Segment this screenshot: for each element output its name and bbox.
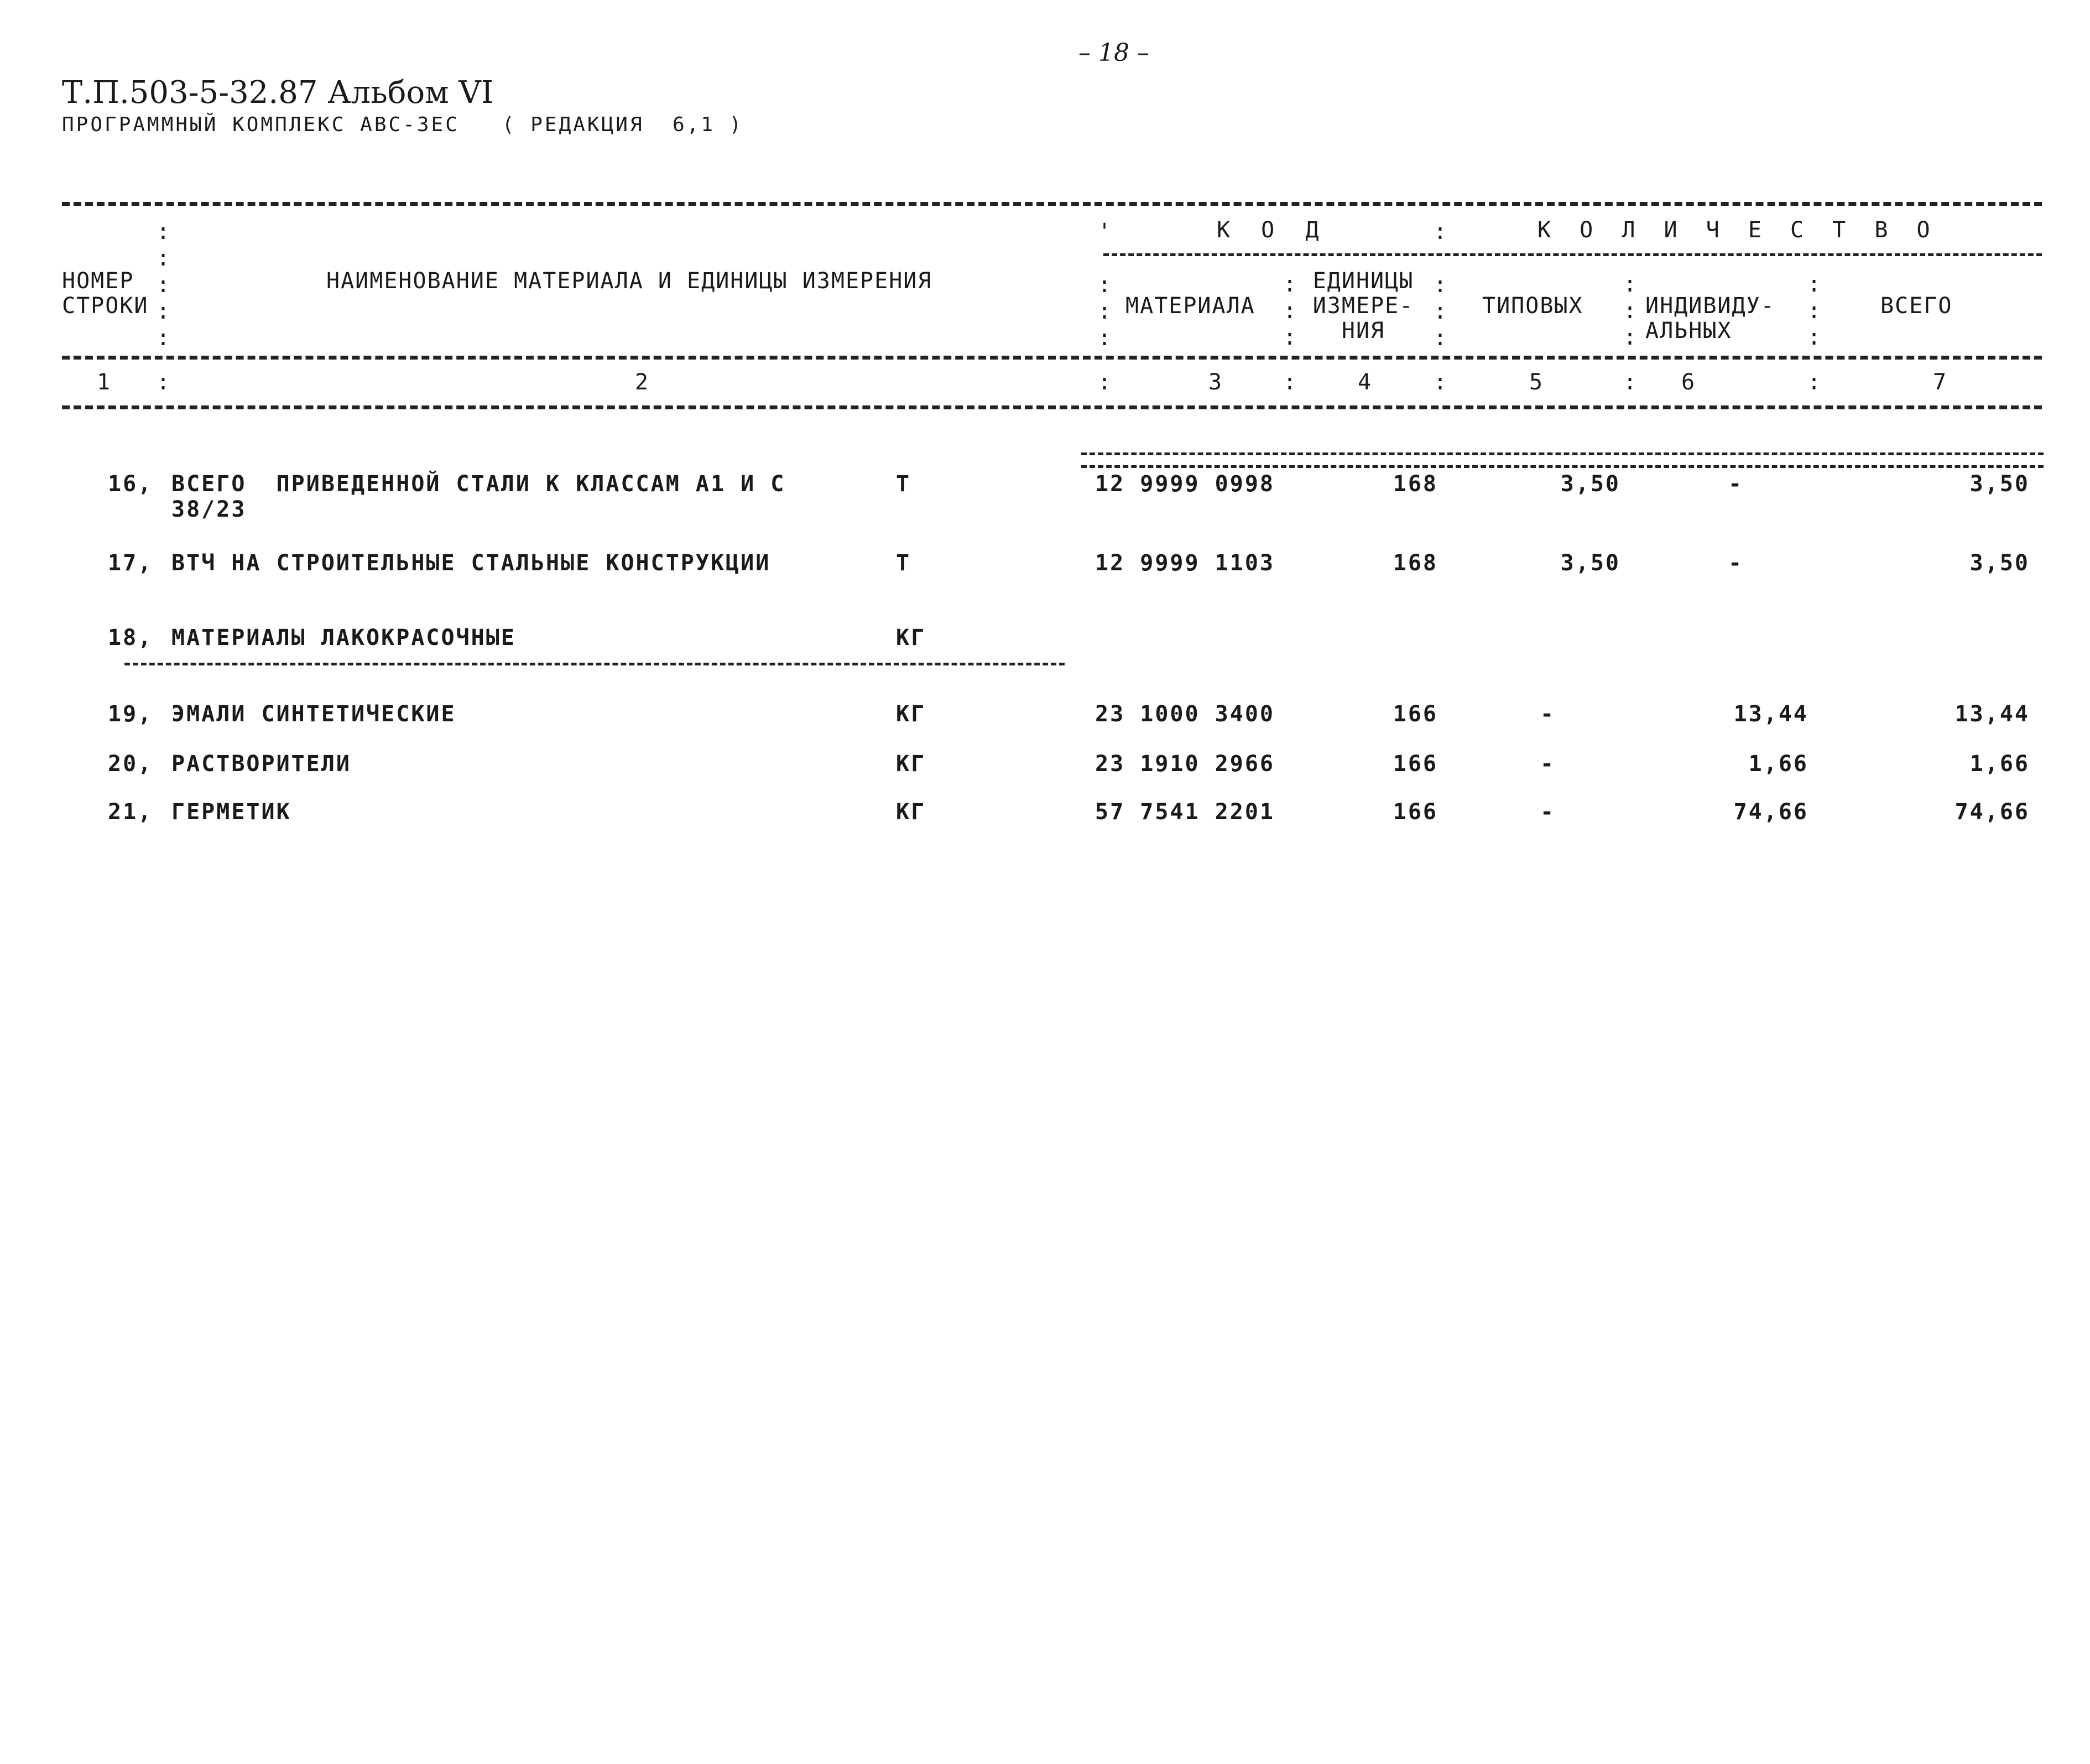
material-name-continuation: 38/23 [171,497,247,522]
qty-typical: 3,50 [1560,471,1620,497]
header-separator: : [1098,370,1113,395]
header-separator: : [1283,370,1298,395]
material-name: ВСЕГО ПРИВЕДЕННОЙ СТАЛИ К КЛАССАМ А1 И С [171,471,786,497]
document-subtitle: ПРОГРАММНЫЙ КОМПЛЕКС АВС-ЗЕС ( РЕДАКЦИЯ 6,1 ) [62,113,744,136]
header-code-unit-1: ЕДИНИЦЫ [1312,268,1414,294]
unit: КГ [896,625,926,651]
material-code: 12 9999 0998 [1095,471,1275,497]
unit: Т [896,550,911,576]
row-number: 17, [108,550,153,576]
unit: КГ [896,799,926,825]
qty-total: 74,66 [1955,799,2030,825]
unit-code: 168 [1393,471,1438,497]
column-number: 2 [635,370,650,395]
qty-total: 13,44 [1955,701,2030,727]
unit-code: 166 [1393,799,1438,825]
section-underline [124,663,1065,665]
header-name: НАИМЕНОВАНИЕ МАТЕРИАЛА И ЕДИНИЦЫ ИЗМЕРЕНИЯ [326,268,932,294]
material-name: ЭМАЛИ СИНТЕТИЧЕСКИЕ [171,701,456,727]
material-code: 23 1910 2966 [1095,751,1275,777]
header-bottom-rule [62,405,2042,409]
qty-typical: - [1540,799,1556,825]
row-number: 21, [108,799,153,825]
header-separator: : : : : [1434,219,1448,351]
qty-total: 3,50 [1969,550,2030,576]
header-quantity-group: К О Л И Ч Е С Т В О [1537,217,1938,243]
header-code-group: К О Д [1217,217,1328,243]
material-name: МАТЕРИАЛЫ ЛАКОКРАСОЧНЫЕ [171,625,516,651]
header-row-number-1: НОМЕР [62,268,134,294]
header-qty-individual-1: ИНДИВИДУ- [1645,293,1775,319]
column-number: 3 [1208,370,1223,395]
header-code-material: МАТЕРИАЛА [1125,293,1255,319]
header-separator: : [1807,370,1822,395]
qty-total: 1,66 [1969,751,2030,777]
unit: Т [896,471,911,497]
qty-typical: - [1540,701,1556,727]
row-number: 18, [108,625,153,651]
header-group-rule [1103,253,2042,256]
material-code: 57 7541 2201 [1095,799,1275,825]
unit: КГ [896,751,926,777]
header-code-unit-3: НИЯ [1341,318,1385,344]
qty-typical: 3,50 [1560,550,1620,576]
row-number: 16, [108,471,153,497]
column-number: 6 [1681,370,1696,395]
row-number: 20, [108,751,153,777]
unit-code: 166 [1393,751,1438,777]
material-name: ГЕРМЕТИК [171,799,291,825]
material-name: РАСТВОРИТЕЛИ [171,751,351,777]
unit-code: 168 [1393,550,1438,576]
qty-typical: - [1540,751,1556,777]
qty-individual: 1,66 [1748,751,1808,777]
qty-total: 3,50 [1969,471,2030,497]
header-separator: ' : : : [1098,219,1113,351]
column-number: 4 [1358,370,1373,395]
page-number: – 18 – [1078,39,1149,67]
qty-individual: - [1728,471,1744,497]
header-separator: : [1623,370,1638,395]
header-row-number-2: СТРОКИ [62,293,149,319]
column-number: 7 [1933,370,1948,395]
header-separator: : : : [1807,272,1822,350]
header-separator: : : : : : [157,219,171,351]
header-mid-rule [62,356,2042,360]
header-code-unit-2: ИЗМЕРЕ- [1312,293,1414,319]
document-title: Т.П.503-5-32.87 Альбом VI [62,75,494,111]
header-top-rule [62,202,2042,206]
unit: КГ [896,701,926,727]
header-separator: : : : [1623,272,1638,350]
qty-individual: 13,44 [1733,701,1808,727]
material-code: 12 9999 1103 [1095,550,1275,576]
row-number: 19, [108,701,153,727]
column-number: 1 [97,370,112,395]
header-qty-typical: ТИПОВЫХ [1482,293,1583,319]
header-separator: : [1434,370,1448,395]
header-separator: : [157,370,171,395]
material-code: 23 1000 3400 [1095,701,1275,727]
header-qty-individual-2: АЛЬНЫХ [1645,318,1732,344]
data-double-rule [1081,452,2044,468]
column-number: 5 [1529,370,1544,395]
header-separator: : : : [1283,272,1298,350]
qty-individual: 74,66 [1733,799,1808,825]
unit-code: 166 [1393,701,1438,727]
material-name: ВТЧ НА СТРОИТЕЛЬНЫЕ СТАЛЬНЫЕ КОНСТРУКЦИИ [171,550,771,576]
qty-individual: - [1728,550,1744,576]
header-qty-total: ВСЕГО [1880,293,1953,319]
